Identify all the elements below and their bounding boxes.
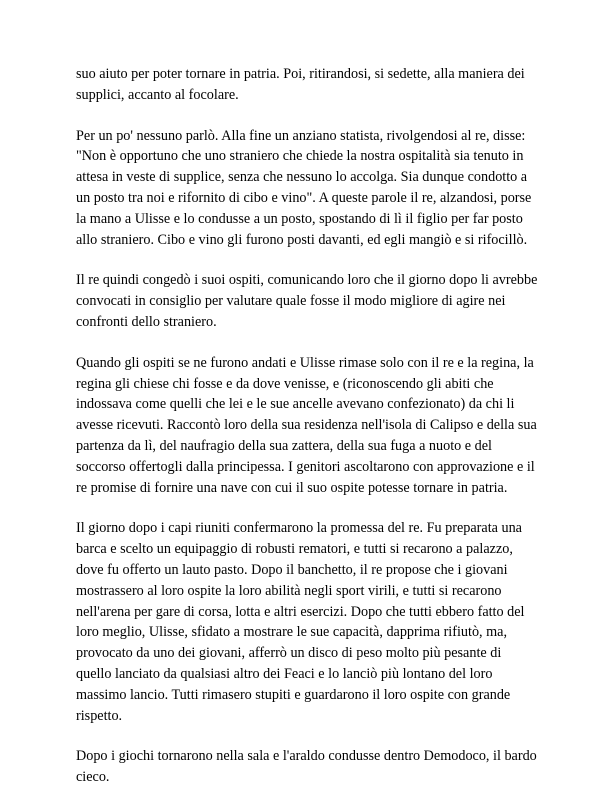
paragraph-4: Quando gli ospiti se ne furono andati e Ulisse rimase solo con il re e la regina, la regina gli chiese chi fosse e da dove venisse, e (riconoscendo gli abiti che indossava come quelli che lei e le sue ancelle avevano confezionato) da chi li avesse ricevuti. Raccontò loro della sua residenza nell'isola di Calipso e della sua partenza da lì, del naufragio della sua zattera, della sua fuga a nuoto e del soccorso offertogli dalla principessa. I genitori ascoltarono con approvazione e il re promise di fornire una nave con cui il suo ospite potesse tornare in patria. bbox=[76, 354, 537, 496]
paragraph-2: Per un po' nessuno parlò. Alla fine un anziano statista, rivolgendosi al re, disse: "Non è opportuno che uno straniero che chiede la nostra ospitalità sia tenuto in attesa in veste di supplice, senza che nessuno lo accolga. Sia dunque condotto a un posto tra noi e rifornito di cibo e vino". A queste parole il re, alzandosi, porse la mano a Ulisse e lo condusse a un posto, spostando di lì il figlio per far posto allo straniero. Cibo e vino gli furono posti davanti, ed egli mangiò e si rifocillò. bbox=[76, 127, 532, 248]
document-page bbox=[76, 64, 538, 788]
paragraph-6: Dopo i giochi tornarono nella sala e l'araldo condusse dentro Demodoco, il bardo cieco. bbox=[76, 748, 537, 786]
paragraph-3: Il re quindi congedò i suoi ospiti, comunicando loro che il giorno dopo li avrebbe convocati in consiglio per valutare quale fosse il modo migliore di agire nei confronti dello straniero. bbox=[76, 272, 538, 330]
paragraph-5: Il giorno dopo i capi riuniti confermarono la promessa del re. Fu preparata una barca e scelto un equipaggio di robusti rematori, e tutti si recarono a palazzo, dove fu offerto un lauto pasto. Dopo il banchetto, il re propose che i giovani mostrassero al loro ospite la loro abilità negli sport virili, e tutti si recarono nell'arena per gare di corsa, lotta e altri esercizi. Dopo che tutti ebbero fatto del loro meglio, Ulisse, sfidato a mostrare le sue capacità, dapprima rifiutò, ma, provocato da uno dei giovani, afferrò un disco di peso molto più pesante di quello lanciato da qualsiasi altro dei Feaci e lo lanciò più lontano del loro massimo lancio. Tutti rimasero stupiti e guardarono il loro ospite con grande rispetto. bbox=[76, 520, 525, 724]
paragraph-1: suo aiuto per poter tornare in patria. Poi, ritirandosi, si sedette, alla maniera dei supplici, accanto al focolare. bbox=[76, 66, 525, 103]
